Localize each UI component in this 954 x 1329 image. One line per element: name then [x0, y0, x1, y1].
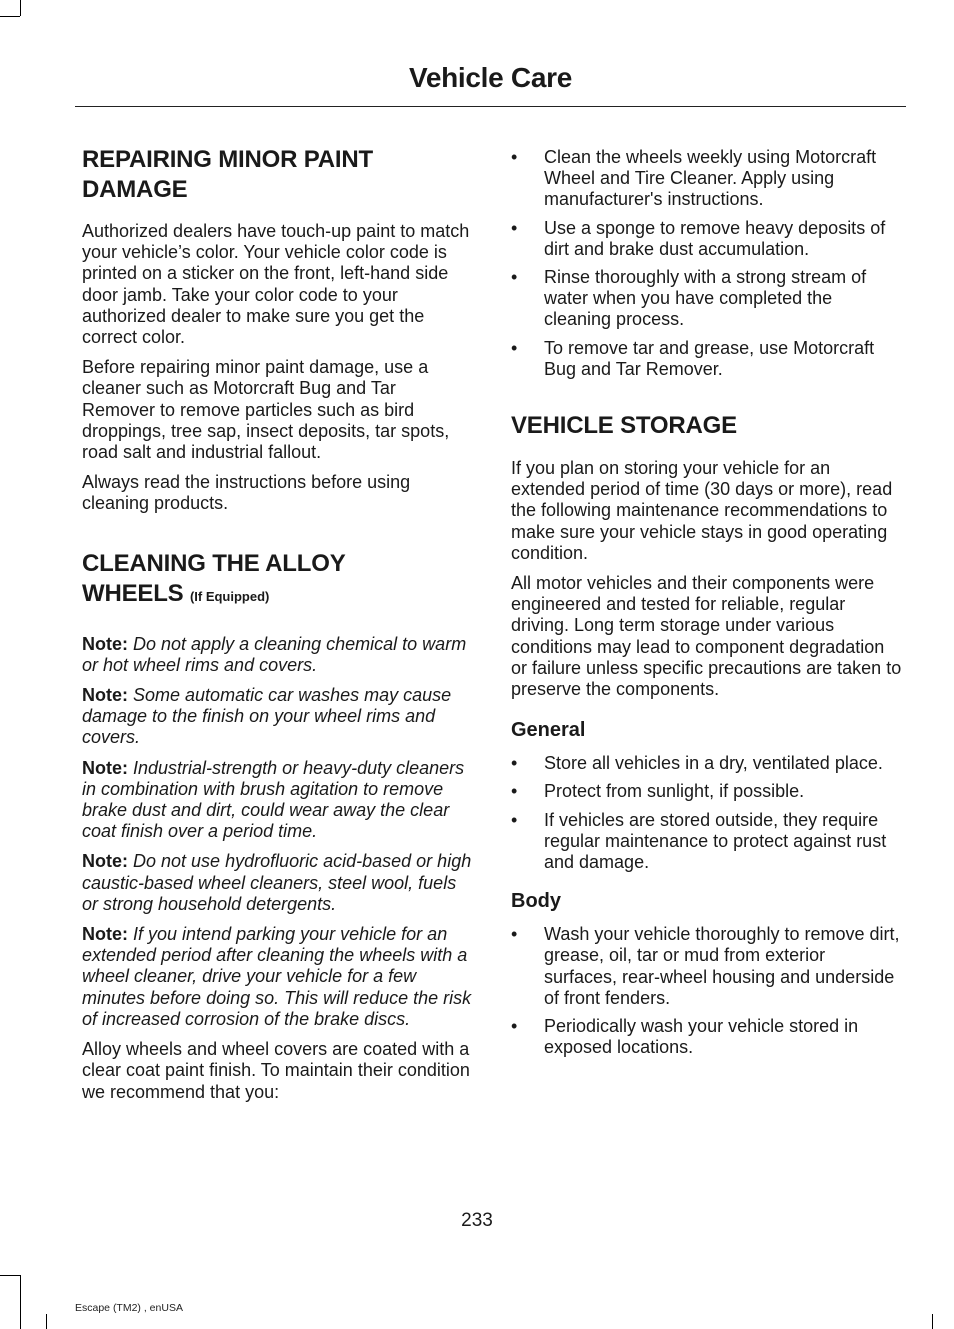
bullet-icon: •: [511, 924, 518, 945]
list-item: [511, 218, 903, 260]
storage-paragraph-2: All motor vehicles and their components were engineered and tested for reliable, regular driving. Long term storage under various conditions may lead to component degradation or failure unless specific precautions are taken to preserve the components.: [511, 573, 902, 700]
bullet-icon: •: [511, 267, 518, 288]
storage-paragraph-1: If you plan on storing your vehicle for an extended period of time (30 days or more), read the following maintenance recommendations to make sure your vehicle stays in good operating condition.: [511, 458, 893, 563]
list-item: [511, 147, 903, 211]
list-item: [511, 267, 903, 331]
note-3: [82, 758, 472, 843]
list-item-text: Periodically wash your vehicle stored in exposed locations.: [544, 1016, 859, 1058]
note-label: Note:: [82, 685, 128, 706]
list-item: [511, 924, 903, 1009]
note-4: [82, 851, 472, 915]
crop-mark-bottom-left-h: [0, 1275, 20, 1276]
bullet-icon: •: [511, 1016, 518, 1037]
note-text: Do not use hydrofluoric acid-based or high caustic-based wheel cleaners, steel wool, fuels or strong household detergents.: [82, 851, 472, 914]
bullet-icon: •: [511, 337, 518, 358]
page-header: [75, 58, 906, 107]
edition-label: Escape (TM2) , enUSA: [75, 1302, 183, 1314]
list-item-text: Store all vehicles in a dry, ventilated place.: [544, 753, 883, 774]
list-item: [511, 338, 903, 380]
note-label: Note:: [82, 757, 128, 778]
wheels-heading-text: CLEANING THE ALLOY WHEELS: [82, 549, 346, 607]
wheels-heading-suffix: (If Equipped): [189, 588, 270, 604]
bullet-icon: •: [511, 217, 518, 238]
list-item-text: If vehicles are stored outside, they require regular maintenance to protect against rust and damage.: [544, 809, 887, 873]
note-text: Do not apply a cleaning chemical to warm or hot wheel rims and covers.: [82, 633, 467, 675]
list-item-text: Clean the wheels weekly using Motorcraft Wheel and Tire Cleaner. Apply using manufacturer's instructions.: [544, 147, 877, 210]
section-heading-wheels: [82, 549, 402, 612]
section-heading-paint: REPAIRING MINOR PAINT DAMAGE: [82, 146, 373, 203]
crop-mark-bottom-right-v: [932, 1314, 933, 1329]
note-text: Industrial-strength or heavy-duty cleaners in combination with brush agitation to remove brake dust and dirt, could wear away the clear coat finish over a period time.: [82, 757, 465, 842]
list-item: [511, 1016, 903, 1058]
bullet-icon: •: [511, 781, 518, 802]
wheels-paragraph-final: Alloy wheels and wheel covers are coated with a clear coat paint finish. To maintain their condition we recommend that you:: [82, 1039, 470, 1102]
note-label: Note:: [82, 851, 128, 872]
right-column: [511, 147, 903, 1059]
subheading-general: General: [511, 719, 586, 742]
page-title: Vehicle Care: [409, 62, 572, 93]
paint-paragraph-2: Before repairing minor paint damage, use a cleaner such as Motorcraft Bug and Tar Remover to remove particles such as bird droppings, tree sap, insect deposits, tar spots, road salt and industrial fallout.: [82, 357, 450, 463]
list-item: [511, 781, 903, 802]
body-list: [511, 924, 903, 1058]
list-item-text: Wash your vehicle thoroughly to remove dirt, grease, oil, tar or mud from exterior surfaces, rear-wheel housing and underside of front fenders.: [544, 924, 900, 1008]
subheading-body: Body: [511, 890, 561, 913]
note-text: Some automatic car washes may cause damage to the finish on your wheel rims and covers.: [82, 685, 452, 748]
list-item: [511, 810, 903, 874]
note-label: Note:: [82, 633, 128, 654]
list-item-text: Use a sponge to remove heavy deposits of dirt and brake dust accumulation.: [544, 217, 886, 259]
paint-paragraph-1: Authorized dealers have touch-up paint to match your vehicle’s color. Your vehicle color code is printed on a sticker on the front, left-hand side door jamb. Take your color code to your authorized dealer to make sure you get the correct color.: [82, 221, 470, 348]
page-number: 233: [461, 1210, 493, 1231]
wheel-care-list: [511, 147, 903, 380]
note-5: [82, 924, 472, 1030]
bullet-icon: •: [511, 753, 518, 774]
note-text: If you intend parking your vehicle for an extended period after cleaning the wheels with a wheel cleaner, drive your vehicle for a few minutes before doing so. This will reduce the risk of increased corrosion of the brake discs.: [82, 924, 472, 1029]
list-item: [511, 753, 903, 774]
note-2: [82, 685, 472, 749]
crop-mark-bottom-left-v: [20, 1275, 21, 1329]
list-item-text: To remove tar and grease, use Motorcraft Bug and Tar Remover.: [544, 337, 875, 379]
note-label: Note:: [82, 924, 128, 945]
list-item-text: Rinse thoroughly with a strong stream of water when you have completed the cleaning process.: [544, 267, 867, 330]
section-heading-storage: VEHICLE STORAGE: [511, 412, 737, 440]
list-item-text: Protect from sunlight, if possible.: [544, 781, 805, 802]
bullet-icon: •: [511, 809, 518, 830]
general-list: [511, 753, 903, 873]
note-1: [82, 634, 472, 676]
bullet-icon: •: [511, 147, 518, 167]
crop-mark-top-left-h: [0, 16, 20, 17]
crop-mark-top-left-v: [20, 0, 21, 16]
crop-mark-bottom-mid-v: [46, 1314, 47, 1329]
paint-paragraph-3: Always read the instructions before using cleaning products.: [82, 472, 411, 514]
left-column: [82, 145, 472, 1103]
